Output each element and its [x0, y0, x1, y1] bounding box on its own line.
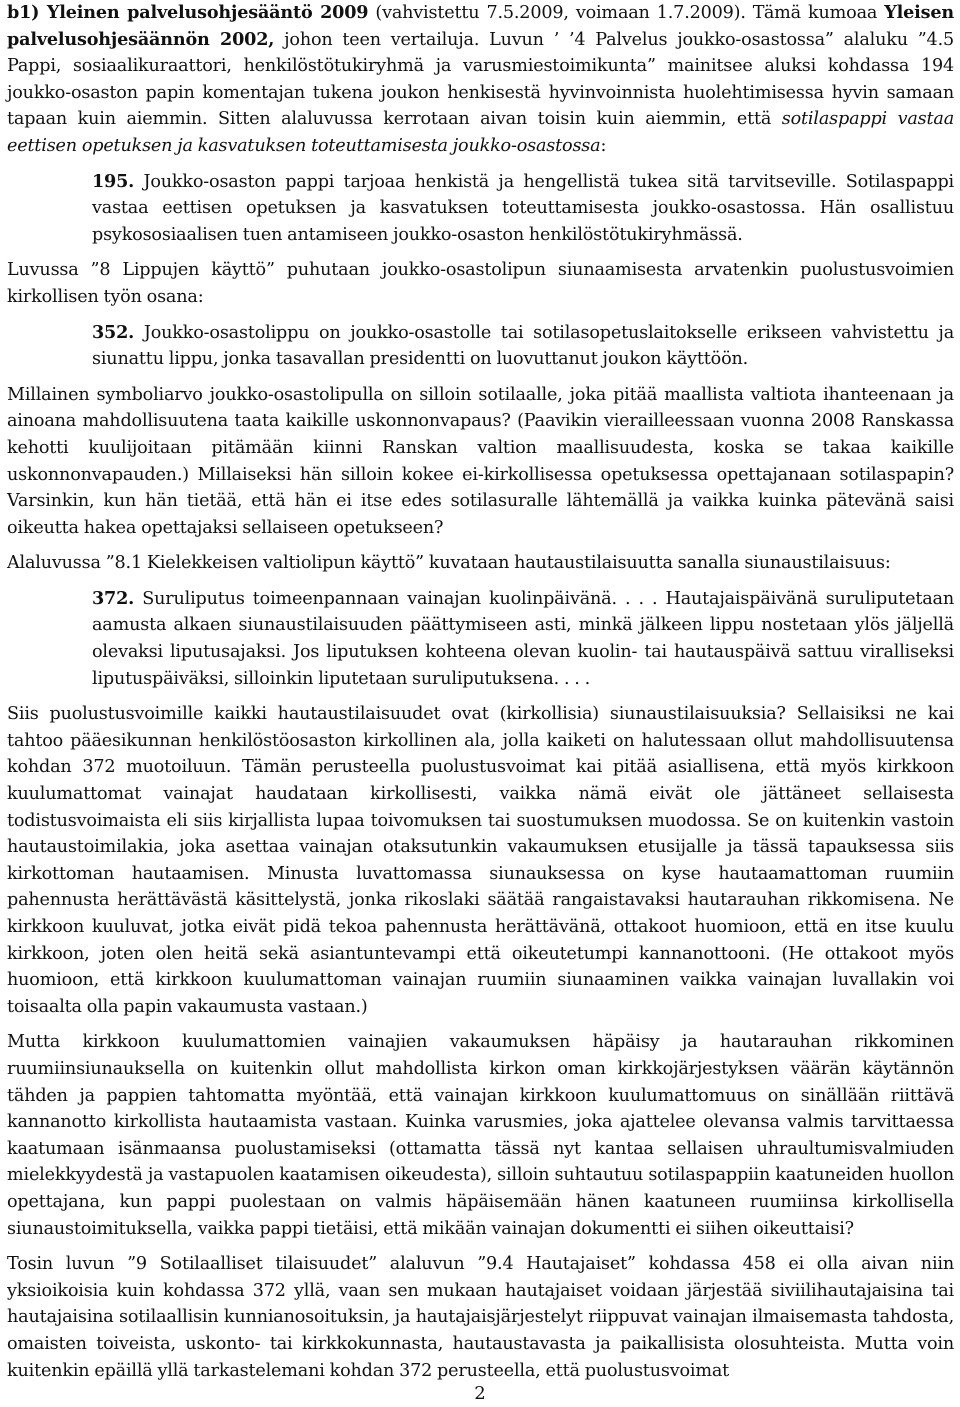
text-run: Joukko-osaston pappi tarjoaa henkistä ja hengellistä tukea sitä tarvitseville. Sotilaspappi vastaa eettisen opetuksen ja kasvatuksen toteuttamisesta joukko-osastossa. Hän osallistuu psykososiaalisen tuen antamiseen joukko-osaston henkilöstötukiryhmässä.	[92, 171, 954, 245]
quote-195	[92, 169, 954, 249]
text-run: Siis puolustusvoimille kaikki hautaustilaisuudet ovat (kirkollisia) siunaustilaisuuksia? Sellaisiksi ne kai tahtoo pääesikunnan henkilöstöosaston kirkollinen ala, jolla kaiketi on halutessaan ollut mahdollisuutensa kohdan 372 muotoiluun. Tämän perusteella puolustusvoimat kai pitää asiallisena, että myös kirkkoon kuulumattomat vainajat haudataan kirkollisesti, vaikka nämä eivät ole jättäneet sellaisesta todistusvoimaista eli siis kirjallista lupaa toivomuksen tai suostumuksen muodossa. Se on kuitenkin vastoin hautaustoimilakia, joka asettaa vainajan otaksutunkin vakaumuksen etusijalle ja tässä tapauksessa siis kirkottoman hautaamisen. Minusta luvattomassa siunauksessa on kyse hautaamattoman ruumiin pahennusta herättävästä käsittelystä, jonka rikoslaki säätää rangaistavaksi hautarauhan rikkomisena. Ne kirkkoon kuuluvat, jotka eivät pidä tekoa pahennusta herättävänä, ottakoot huomioon, että en itse kuulu kirkkoon, joten olen heitä sekä asiantuntevampi että oikeutetumpi kannanottooni. (He ottakoot myös huomioon, että kirkkoon kuulumattoman vainajan ruumiin siunaaminen vaikka vainajan luvallakin voi toisaalta olla papin vakaumusta vastaan.)	[7, 704, 954, 1017]
paragraph-symboliarvo	[7, 382, 954, 542]
bold-text: 195.	[92, 170, 135, 192]
italic-text: sotilaspappi vastaa eettisen opetuksen ja kasvatuksen toteuttamisesta joukko-osastossa	[7, 109, 954, 156]
text-run: Luvussa ”8 Lippujen käyttö” puhutaan joukko-osastolipun siunaamisesta arvatenkin puolustusvoimien kirkollisen työn osana:	[7, 260, 954, 307]
text-run: Mutta kirkkoon kuulumattomien vainajien vakaumuksen häpäisy ja hautarauhan rikkominen ruumiinsiunauksella on kuitenkin ollut mahdollista kirkon oman kirkkojärjestyksen väärän käytännön tähden ja pappien tahtomatta myöntää, että vainajan kirkkoon kuulumattomuus on sinällään riittävä kannanotto kirkollista hautaamista vastaan. Kuinka varusmies, joka ajattelee olevansa valmis tarvittaessa kaatumaan isänmaansa puolustamiseksi (ottamatta tässä nyt kantaa sellaisen uhraultumisvalmiuden mielekkyydestä ja vastapuolen kaatamisen oikeudesta), silloin suhtautuu sotilaspappiin kaatuneiden huollon opettajana, kun pappi puolestaan on valmis häpäisemään hänen kaatuneen ruumiinsa kirkollisella siunaustoimituksella, vaikka pappi tietäisi, että mikään vainajan dokumentti ei siihen oikeuttaisi?	[7, 1032, 954, 1239]
text-run: Alaluvussa ”8.1 Kielekkeisen valtiolipun käyttö” kuvataan hautaustilaisuutta sanalla siunaustilaisuus:	[7, 553, 891, 574]
bold-text: b1) Yleinen palvelusohjesääntö 2009	[7, 2, 369, 23]
paragraph-alaluku-8-1	[7, 550, 954, 577]
bold-text: 372.	[92, 587, 135, 609]
text-run: (vahvistettu 7.5.2009, voimaan 1.7.2009). Tämä kumoaa	[368, 3, 885, 23]
text-run: Suruliputus toimeenpannaan vainajan kuolinpäivänä. . . . Hautajaispäivänä suruliputetaan aamusta alkaen siunaustilaisuuden päättymiseen asti, minkä jälkeen lippu nostetaan ylös jäljellä olevaksi liputusajaksi. Jos liputuksen kohteena olevan kuolin- tai hautauspäivä sattuu viralliseksi liputuspäiväksi, silloinkin liputetaan suruliputuksena. . . .	[92, 588, 954, 689]
quote-372	[92, 586, 954, 692]
paragraph-lippujen-kaytto	[7, 257, 954, 310]
page-number: 2	[474, 1383, 486, 1404]
bold-text: Yleisen palvelusohjesäännön 2002,	[7, 2, 955, 50]
text-run: Millainen symboliarvo joukko-osastolipulla on silloin sotilaalle, joka pitää maallista valtiota ihanteenaan ja ainoana mahdollisuutena taata kaikille uskonnonvapaus? (Paavikin vierailleessaan vuonna 2008 Ranskassa kehotti kuulijoitaan pitämään kiinni Ranskan valtion maallisuudesta, koska se takaa kaikille uskonnonvapauden.) Millaiseksi hän silloin kokee ei-kirkollisessa opetuksessa opettajanaan sotilaspapin? Varsinkin, kun hän tietää, että hän ei itse edes sotilasuralle lähtemällä ja vaikka kuinka pätevänä saisi oikeutta hakea opettajaksi sellaiseen opetukseen?	[7, 384, 954, 538]
text-run: Tosin luvun ”9 Sotilaalliset tilaisuudet” alaluvun ”9.4 Hautajaiset” kohdassa 458 ei olla aivan niin yksioikoisia kuin kohdassa 372 yllä, vaan sen mukaan hautajaiset voidaan järjestää siviilihautajaisina tai hautajaisina sotilaallisin kunnianosoituksin, ja hautajaisjärjestelyt riippuvat vainajan ilmaisemasta tahdosta, omaisten toiveista, uskonto- tai kirkkokunnasta, hautaustavasta ja paikallisista olosuhteista. Mutta voin kuitenkin epäillä yllä tarkastelemani kohdan 372 perusteella, että puolustusvoimat	[7, 1254, 954, 1381]
text-run: Joukko-osastolippu on joukko-osastolle tai sotilasopetuslaitokselle erikseen vahvistettu ja siunattu lippu, jonka tasavallan presidentti on luovuttanut joukon käyttöön.	[92, 322, 954, 370]
paragraph-hautaustilaisuudet	[7, 701, 954, 1020]
bold-text: 352.	[92, 321, 135, 343]
quote-352	[92, 320, 954, 373]
text-run: johon teen vertailuja. Luvun ’ ’4 Palvelus joukko-osastossa” alaluku ”4.5 Pappi, sosiaalikuraattori, henkilöstötukiryhmä ja varusmiestoimikunta” mainitsee aluksi kohdassa 194 joukko-osaston papin komentajan tukena joukon henkisestä hyvinvoinnista huolehtimisessa hyvin samaan tapaan kuin aiemmin. Sitten alaluvussa kerrotaan aivan toisin kuin aiemmin, että	[7, 29, 954, 130]
document-body	[7, 0, 954, 1384]
paragraph-luku-9	[7, 1251, 954, 1384]
paragraph-intro	[7, 0, 954, 160]
text-run: :	[600, 135, 607, 156]
paragraph-hautarauha	[7, 1029, 954, 1242]
